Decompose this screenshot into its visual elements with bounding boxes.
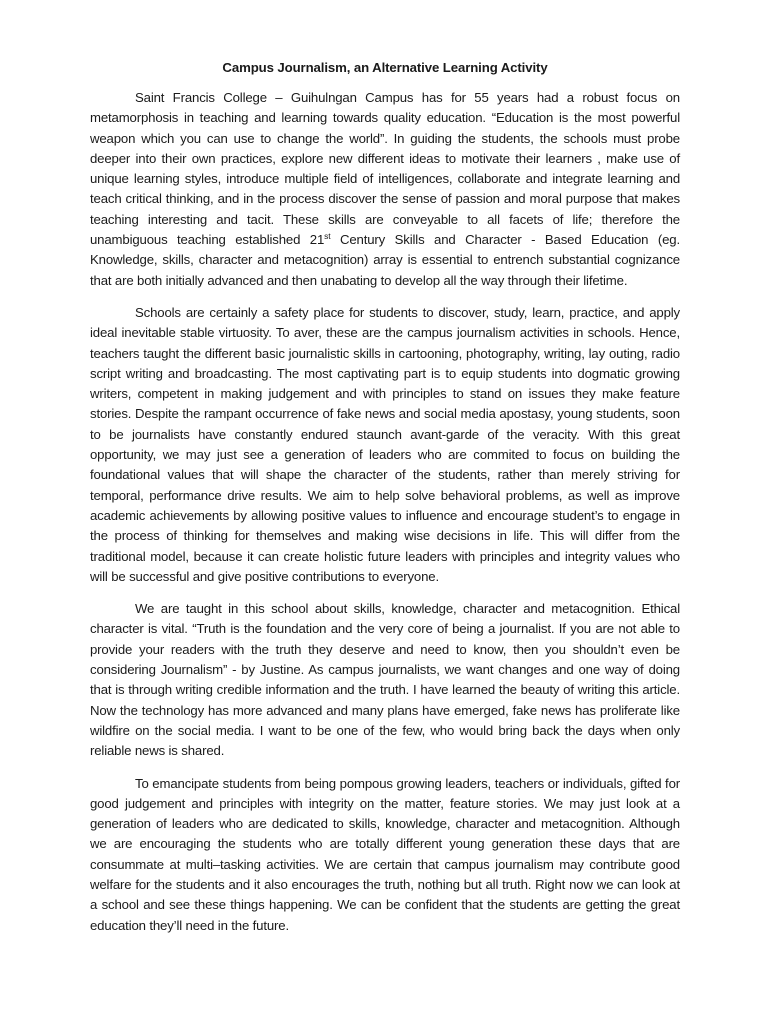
- ordinal-superscript: st: [324, 231, 331, 242]
- paragraph-2: Schools are certainly a safety place for students to discover, study, learn, practice, and apply ideal inevitable stable virtuosity. To aver, these are the campus journalism activities in schools. Hence, teachers taught the different basic journalistic skills in cartooning, photography, writing, lay outing, radio script writing and broadcasting. The most captivating part is to equip students into dogmatic growing writers, competent in making judgement and with principles to stand on issues they make feature stories. Despite the rampant occurrence of fake news and social media apostasy, young students, soon to be journalists have constantly endured staunch avant-garde of the veracity. With this great opportunity, we may just see a generation of leaders who are commited to focus on building the foundational values that will shape the character of the students, rather than merely striving for temporal, performance drive results. We aim to help solve behavioral problems, as well as improve academic achievements by allowing positive values to influence and encourage student’s to engage in the process of thinking for themselves and making wise decisions in life. This will differ from the traditional model, because it can create holistic future leaders with principles and integrity values who will be successful and give positive contributions to everyone.: [90, 304, 680, 584]
- paragraph-4: To emancipate students from being pompous growing leaders, teachers or individuals, gifted for good judgement and principles with integrity on the matter, feature stories. We may just look at a generation of leaders who are dedicated to skills, knowledge, character and metacognition. Although we are encouraging the students who are totally different young generation these days that are consummate at multi–tasking activities. We are certain that campus journalism may contribute good welfare for the students and it also encourages the truth, nothing but all truth. Right now we can look at a school and see these things happening. We can be confident that the students are getting the great education they’ll need in the future.: [90, 775, 680, 933]
- paragraph-1-text-a: Saint Francis College – Guihulngan Campus has for 55 years had a robust focus on metamorphosis in teaching and learning towards quality education. “Education is the most powerful weapon which you can use to change the world”. In guiding the students, the schools must probe deeper into their own practices, explore new different ideas to motivate their learners , make use of unique learning styles, introduce multiple field of intelligences, collaborate and integrate learning and teach critical thinking, and in the process discover the sense of passion and moral purpose that makes teaching interesting and tacit. These skills are conveyable to all facets of life; therefore the unambiguous teaching established 21: [90, 90, 680, 248]
- paragraph-1-text-b: Century Skills and Character - Based Education (eg. Knowledge, skills, character and metacognition) array is essential to entrench substantial cognizance that are both initially advanced and then unabating to develop all the way through their lifetime.: [90, 232, 681, 288]
- paragraph-1: [90, 88, 680, 291]
- paragraph-3: We are taught in this school about skills, knowledge, character and metacognition. Ethical character is vital. “Truth is the foundation and the very core of being a journalist. If you are not able to provide your readers with the truth they deserve and need to know, then you shouldn’t even be considering Journalism” - by Justine. As campus journalists, we want changes and one way of doing that is through writing credible information and the truth. I have learned the beauty of writing this article. Now the technology has more advanced and many plans have emerged, fake news has proliferate like wildfire on the social media. I want to be one of the few, who would bring back the days when only reliable news is shared.: [90, 601, 680, 759]
- document-title: Campus Journalism, an Alternative Learning Activity: [222, 60, 548, 75]
